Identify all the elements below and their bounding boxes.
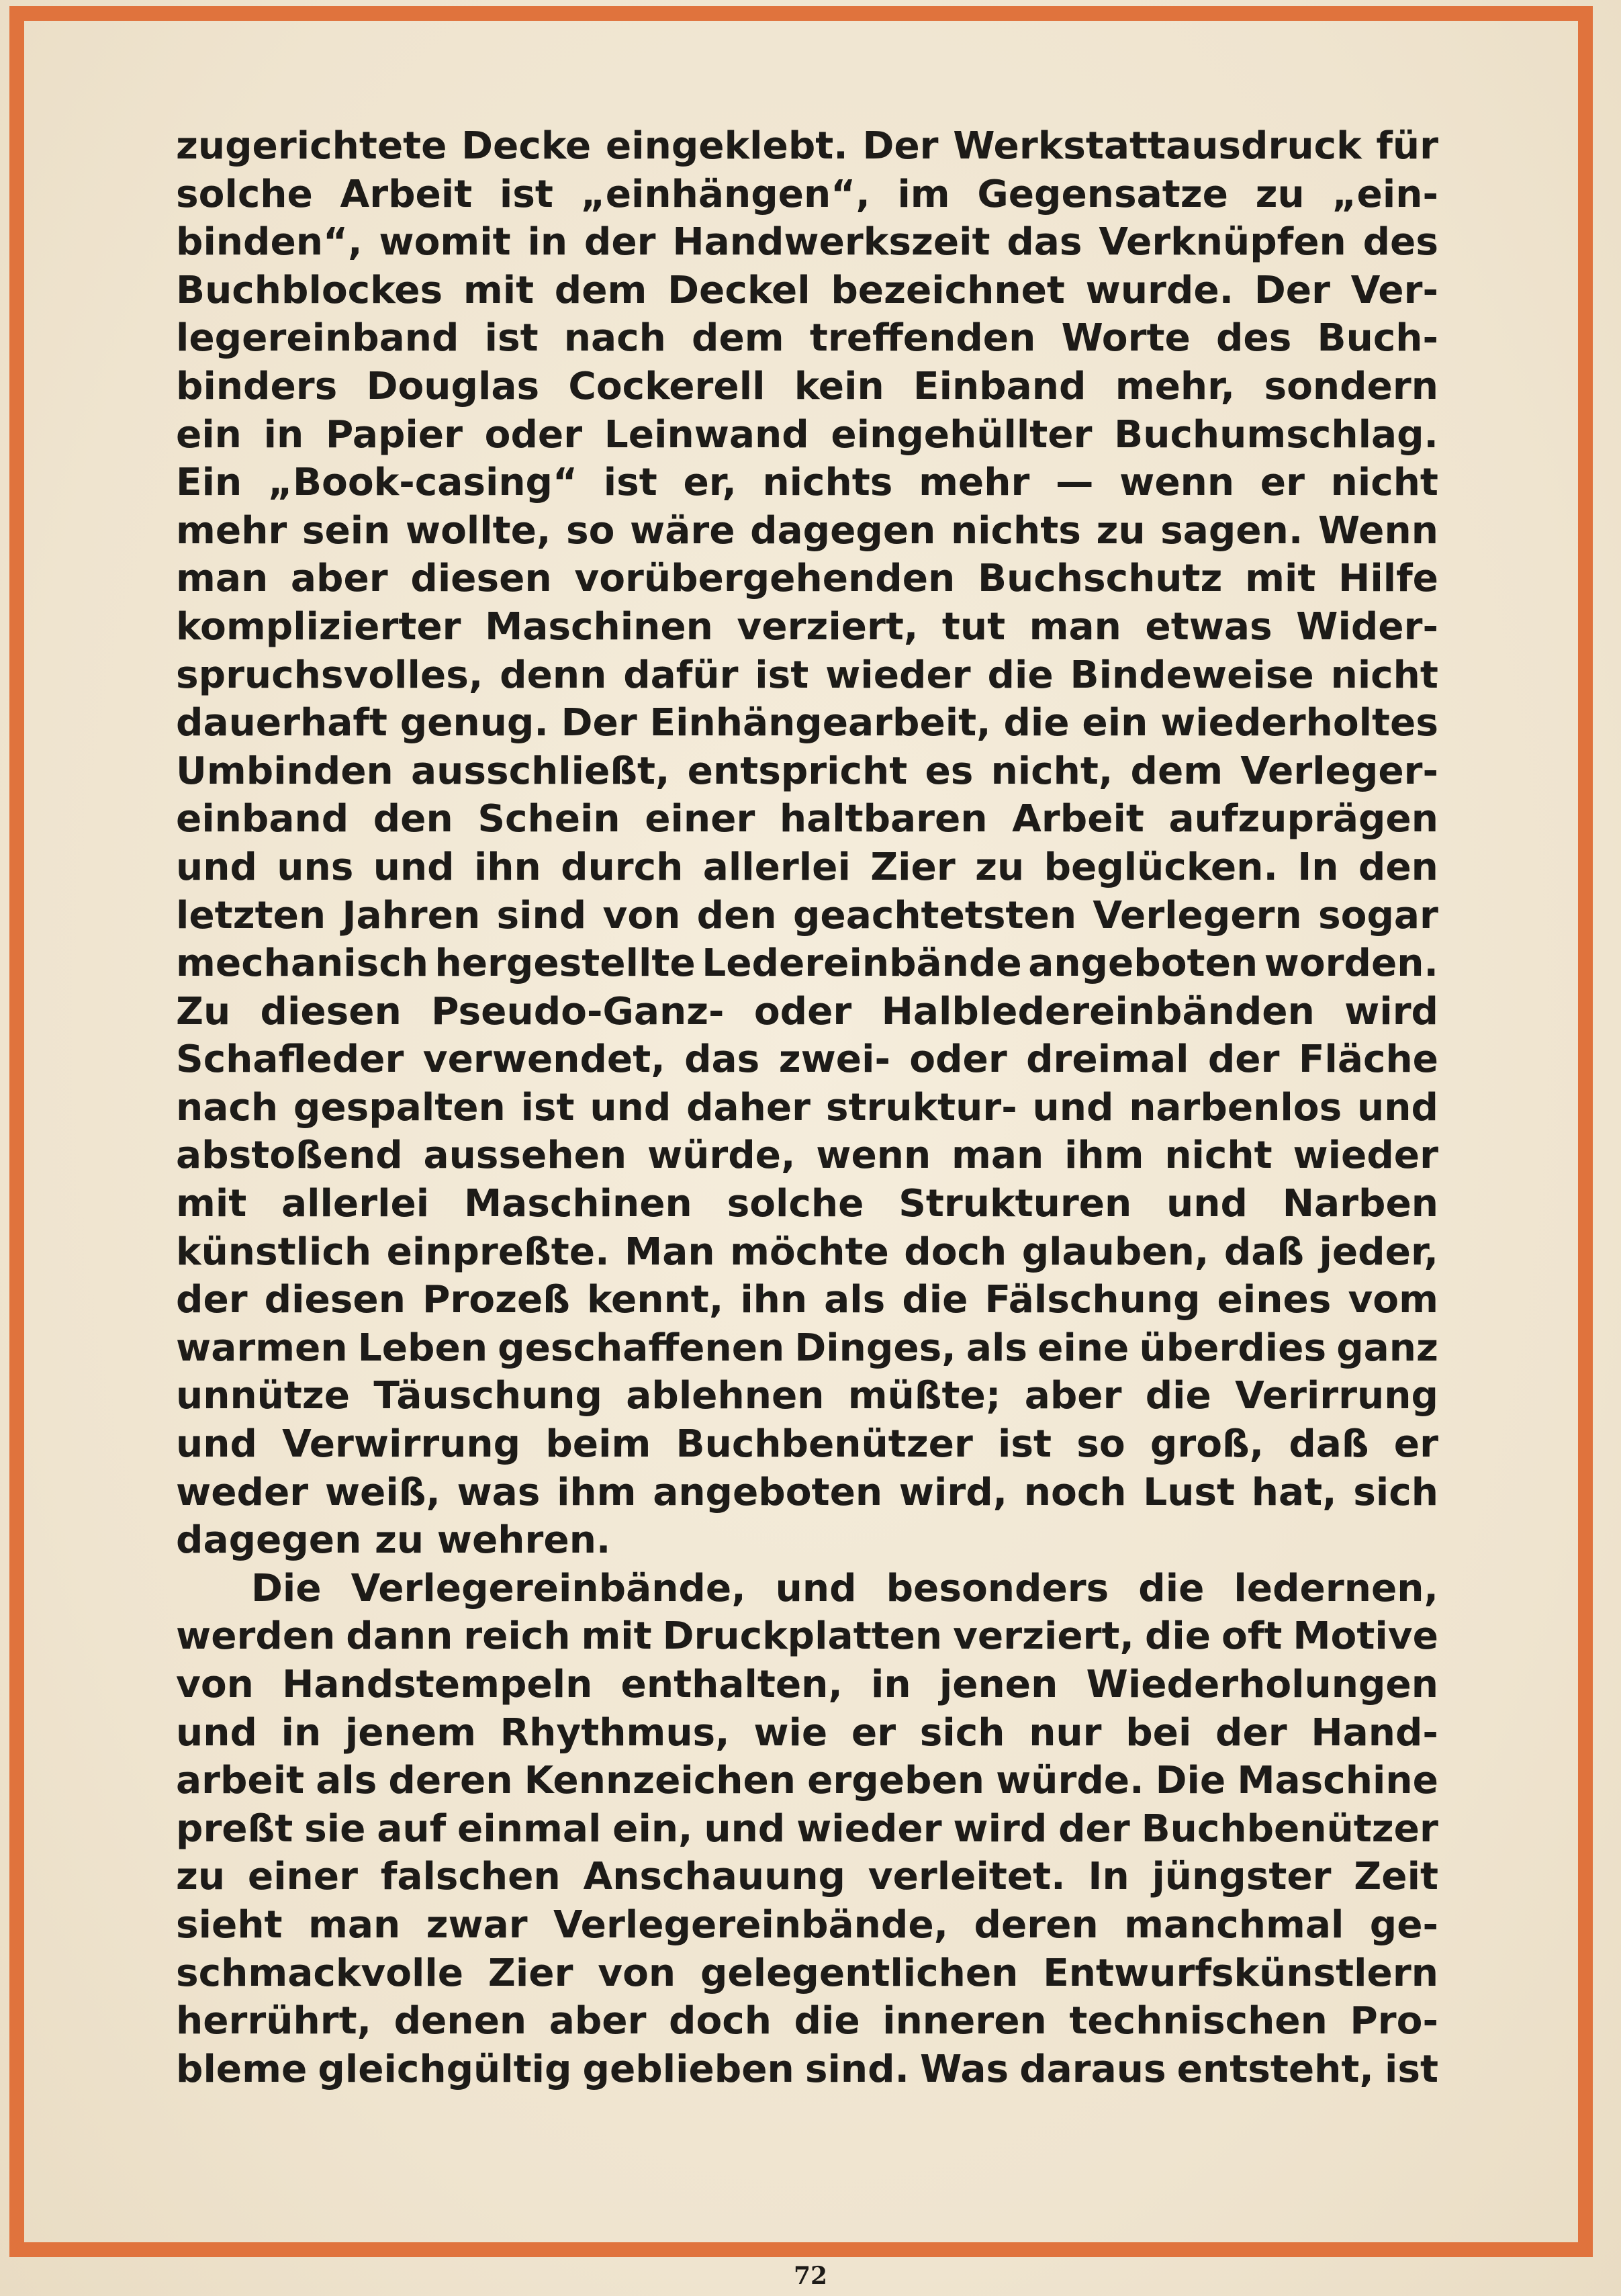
text-line: einband den Schein einer haltbaren Arbeit aufzuprägen bbox=[176, 797, 1438, 841]
text-line: sieht man zwar Verlegereinbände, deren manchmal ge- bbox=[176, 1902, 1438, 1947]
text-line: unnütze Täuschung ablehnen müßte; aber die Verirrung bbox=[176, 1374, 1438, 1418]
body-text bbox=[176, 122, 1438, 2093]
text-line: zu einer falschen Anschauung verleitet. In jüngster Zeit bbox=[176, 1855, 1438, 1899]
text-line: bleme gleichgültig geblieben sind. Was daraus entsteht, ist bbox=[176, 2047, 1438, 2091]
text-line: man aber diesen vorübergehenden Buchschutz mit Hilfe bbox=[176, 557, 1438, 601]
text-line: und in jenem Rhythmus, wie er sich nur bei der Hand- bbox=[176, 1710, 1438, 1755]
text-line: Die Verlegereinbände, und besonders die ledernen, bbox=[251, 1566, 1438, 1610]
text-line: mechanisch hergestellte Ledereinbände angeboten worden. bbox=[176, 942, 1438, 986]
text-line: abstoßend aussehen würde, wenn man ihm nicht wieder bbox=[176, 1134, 1438, 1178]
text-line: Zu diesen Pseudo-Ganz- oder Halbledereinbänden wird bbox=[176, 989, 1438, 1034]
text-line: nach gespalten ist und daher struktur- und narbenlos und bbox=[176, 1085, 1438, 1130]
text-line: mehr sein wollte, so wäre dagegen nichts zu sagen. Wenn bbox=[176, 508, 1438, 553]
text-line: preßt sie auf einmal ein, und wieder wird der Buchbenützer bbox=[176, 1806, 1438, 1851]
text-line: letzten Jahren sind von den geachtetsten Verlegern sogar bbox=[176, 893, 1438, 937]
text-line: Umbinden ausschließt, entspricht es nicht, dem Verleger- bbox=[176, 749, 1438, 793]
text-line: dagegen zu wehren. bbox=[176, 1518, 611, 1563]
text-line: schmackvolle Zier von gelegentlichen Entwurfskünstlern bbox=[176, 1951, 1438, 1995]
text-line: arbeit als deren Kennzeichen ergeben würde. Die Maschine bbox=[176, 1759, 1438, 1803]
text-line: und uns und ihn durch allerlei Zier zu beglücken. In den bbox=[176, 845, 1438, 889]
text-line: werden dann reich mit Druckplatten verziert, die oft Motive bbox=[176, 1614, 1438, 1659]
text-line: binders Douglas Cockerell kein Einband mehr, sondern bbox=[176, 364, 1438, 408]
text-line: herrührt, denen aber doch die inneren technischen Pro- bbox=[176, 1999, 1438, 2044]
text-line: zugerichtete Decke eingeklebt. Der Werkstattausdruck für bbox=[176, 124, 1438, 168]
text-line: Ein „Book-casing“ ist er, nichts mehr — wenn er nicht bbox=[176, 461, 1438, 505]
text-line: ein in Papier oder Leinwand eingehüllter Buchumschlag. bbox=[176, 412, 1438, 457]
text-line: weder weiß, was ihm angeboten wird, noch Lust hat, sich bbox=[176, 1470, 1438, 1514]
text-line: der diesen Prozeß kennt, ihn als die Fälschung eines vom bbox=[176, 1278, 1438, 1322]
text-line: Schafleder verwendet, das zwei- oder dreimal der Fläche bbox=[176, 1038, 1438, 1082]
page-number: 72 bbox=[793, 2262, 828, 2290]
text-line: dauerhaft genug. Der Einhängearbeit, die ein wiederholtes bbox=[176, 701, 1438, 745]
text-line: binden“, womit in der Handwerkszeit das Verknüpfen des bbox=[176, 220, 1438, 265]
text-line: und Verwirrung beim Buchbenützer ist so groß, daß er bbox=[176, 1422, 1438, 1467]
text-line: Buchblockes mit dem Deckel bezeichnet wurde. Der Ver- bbox=[176, 268, 1438, 312]
text-line: von Handstempeln enthalten, in jenen Wiederholungen bbox=[176, 1663, 1438, 1706]
text-line: warmen Leben geschaffenen Dinges, als eine überdies ganz bbox=[176, 1326, 1438, 1370]
text-line: komplizierter Maschinen verziert, tut man etwas Wider- bbox=[176, 604, 1438, 649]
text-line: spruchsvolles, denn dafür ist wieder die Bindeweise nicht bbox=[176, 653, 1438, 697]
text-line: solche Arbeit ist „einhängen“, im Gegensatze zu „ein- bbox=[176, 172, 1438, 216]
text-line: künstlich einpreßte. Man möchte doch glauben, daß jeder, bbox=[176, 1230, 1438, 1274]
text-line: legereinband ist nach dem treffenden Worte des Buch- bbox=[176, 316, 1438, 361]
text-line: mit allerlei Maschinen solche Strukturen und Narben bbox=[176, 1182, 1438, 1226]
